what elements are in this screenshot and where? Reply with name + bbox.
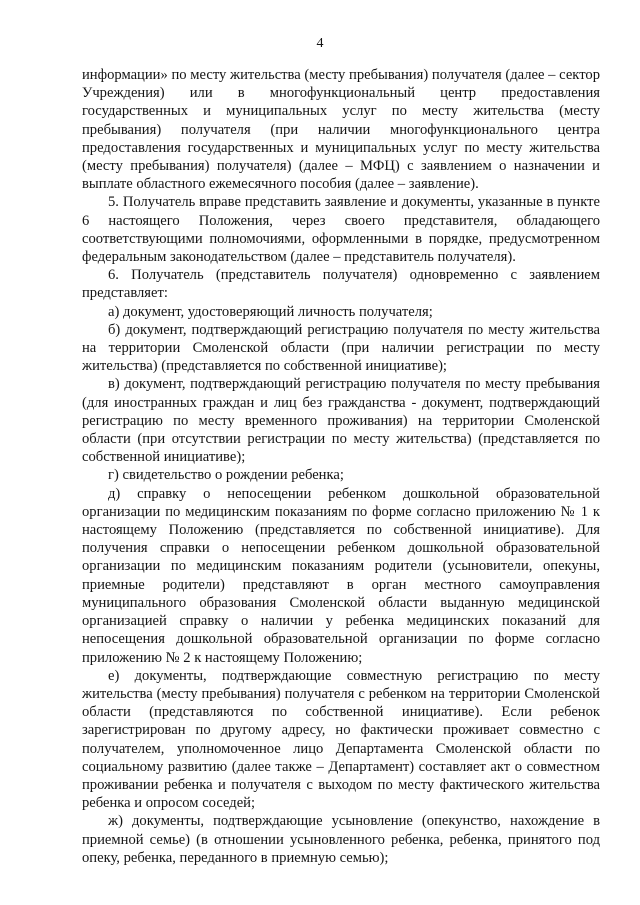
paragraph-continuation: информации» по месту жительства (месту пребывания) получателя (далее – сектор Учреждения) или в многофункциональный центр предоставления государственных и муниципальных услуг по месту жительства (месту пребывания) получателя (при наличии многофункционального центра предоставления государственных и муниципальных услуг по месту жительства (месту пребывания) получателя) (далее – МФЦ) с заявлением о назначении и выплате областного ежемесячного пособия (далее – заявление). <box>82 67 600 193</box>
item-g: г) свидетельство о рождении ребенка; <box>108 467 344 484</box>
item-b: б) документ, подтверждающий регистрацию получателя по месту жительства на территории Смоленской области (при наличии регистрации по месту жительства) (представляется по собственной инициативе); <box>82 321 600 375</box>
paragraph-5: 5. Получатель вправе представить заявление и документы, указанные в пункте 6 настоящего Положения, через своего представителя, обладающего соответствующими полномочиями, оформленными в порядке, предусмотренном федеральным законодательством (далее – представитель получателя). <box>82 194 600 266</box>
item-zh: ж) документы, подтверждающие усыновление (опекунство, нахождение в приемной семье) (в отношении усыновленного ребенка, ребенка, принятого под опеку, ребенка, переданного в приемную семью); <box>82 813 600 866</box>
page-number: 4 <box>316 36 324 51</box>
item-a: а) документ, удостоверяющий личность получателя; <box>108 303 433 320</box>
paragraph-6: 6. Получатель (представитель получателя) одновременно с заявлением представляет: <box>82 267 600 302</box>
item-d: д) справку о непосещении ребенком дошкольной образовательной организации по медицинским показаниям по форме согласно приложению № 1 к настоящему Положению (представляется по собственной инициативе). Для получения справки о непосещении ребенком дошкольной образовательной организации по медицинским показаниям родители (усыновители, опекуны, приемные родители) представляют в орган местного самоуправления муниципального образования Смоленской области выданную медицинской организацией справку о наличии у ребенка медицинских показаний для непосещения дошкольной образовательной организации по форме согласно приложению № 2 к настоящему Положению; <box>82 485 600 666</box>
item-e: е) документы, подтверждающие совместную регистрацию по месту жительства (месту пребывания) получателя с ребенком на территории Смоленской области (представляются по собственной инициативе). Если ребенок зарегистрирован по другому адресу, но фактически проживает совместно с получателем, уполномоченное лицо Департамента Смоленской области по социальному развитию (далее также – Департамент) составляет акт о совместном проживании ребенка и получателя с выходом по месту фактического жительства ребенка и опросом соседей; <box>82 667 600 812</box>
item-v: в) документ, подтверждающий регистрацию получателя по месту пребывания (для иностранных граждан и лиц без гражданства - документ, подтверждающий регистрацию по месту временного проживания) на территории Смоленской области (при отсутствии регистрации по месту жительства) (представляется по собственной инициативе); <box>82 376 600 466</box>
document-body <box>82 66 600 867</box>
